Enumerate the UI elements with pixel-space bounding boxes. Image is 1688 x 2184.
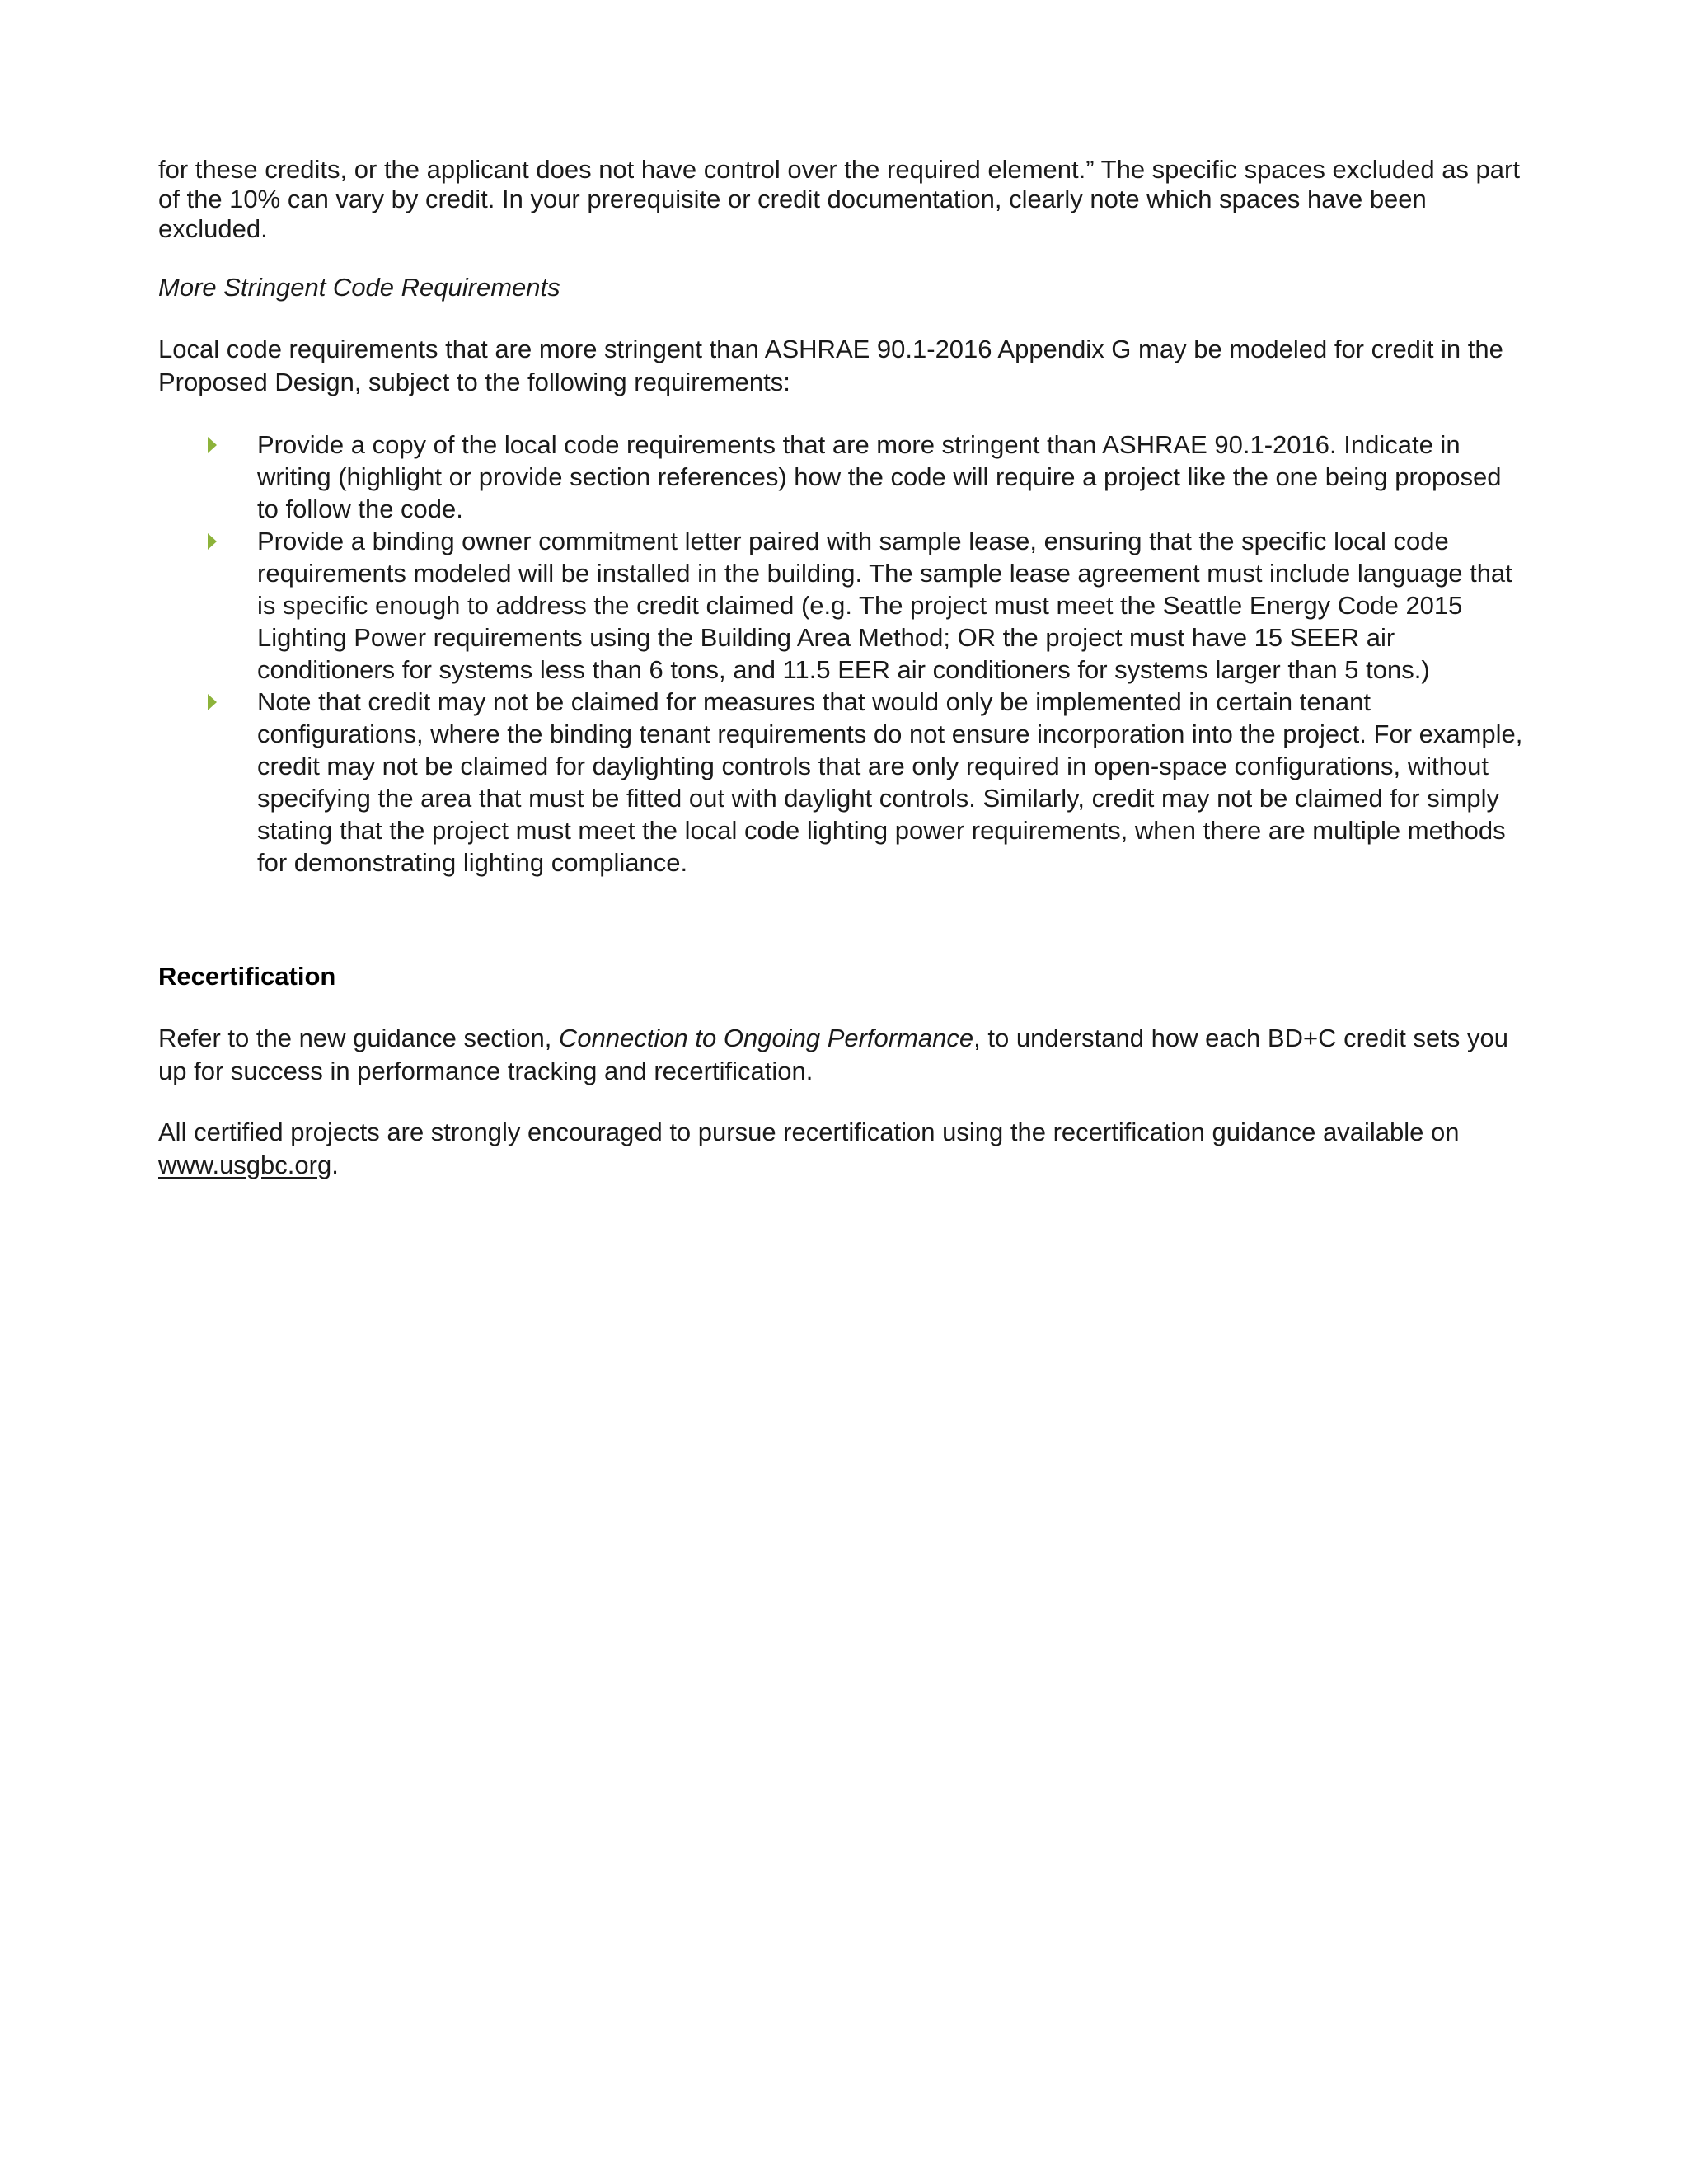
refer-suffix: , to understand how each BD+C credit sets you up for success in performance tracking and recertification. [158,1024,1508,1085]
all-suffix: . [331,1151,339,1179]
requirement-text: Note that credit may not be claimed for measures that would only be implemented in certain tenant configurations, where the binding tenant requirements do not ensure incorporation into the project. For example, credit may not be claimed for daylighting controls that are only required in open-space configurations, without specifying the area that must be fitted out with daylight controls. Similarly, credit may not be claimed for simply stating that the project must meet the local code lighting power requirements, when there are multiple methods for demonstrating lighting compliance. [257,687,1523,877]
requirement-text: Provide a copy of the local code requirements that are more stringent than ASHRAE 90.1-2016. Indicate in writing (highlight or provide section references) how the code will require a project like the one being proposed to follow the code. [257,430,1502,523]
page-content [158,155,1526,1182]
requirement-item [158,686,1526,879]
triangle-bullet-icon [208,533,217,550]
requirement-text: Provide a binding owner commitment letter paired with sample lease, ensuring that the specific local code requirements modeled will be installed in the building. The sample lease agreement must include language that is specific enough to address the credit claimed (e.g. The project must meet the Seattle Energy Code 2015 Lighting Power requirements using the Building Area Method; OR the project must have 15 SEER air conditioners for systems less than 6 tons, and 11.5 EER air conditioners for systems larger than 5 tons.) [257,527,1512,684]
requirement-item [158,429,1526,525]
intro-paragraph: for these credits, or the applicant does not have control over the required element.” The specific spaces excluded as part of the 10% can vary by credit. In your prerequisite or credit documentation, clearly note which spaces have been excluded. [158,155,1520,243]
recertification-heading: Recertification [158,962,336,991]
local-code-paragraph: Local code requirements that are more stringent than ASHRAE 90.1-2016 Appendix G may be modeled for credit in the Proposed Design, subject to the following requirements: [158,335,1503,396]
requirements-list [158,429,1526,879]
refer-paragraph [158,1022,1526,1088]
recertification-paragraph [158,1116,1526,1182]
triangle-bullet-icon [208,437,217,453]
all-prefix: All certified projects are strongly encouraged to pursue recertification using the recertification guidance available on [158,1118,1460,1146]
requirement-item [158,525,1526,686]
usgbc-link[interactable]: www.usgbc.org [158,1151,332,1179]
connection-ongoing-performance: Connection to Ongoing Performance [558,1024,974,1052]
subheading-more-stringent: More Stringent Code Requirements [158,273,560,302]
refer-prefix: Refer to the new guidance section, [158,1024,559,1052]
triangle-bullet-icon [208,694,217,710]
